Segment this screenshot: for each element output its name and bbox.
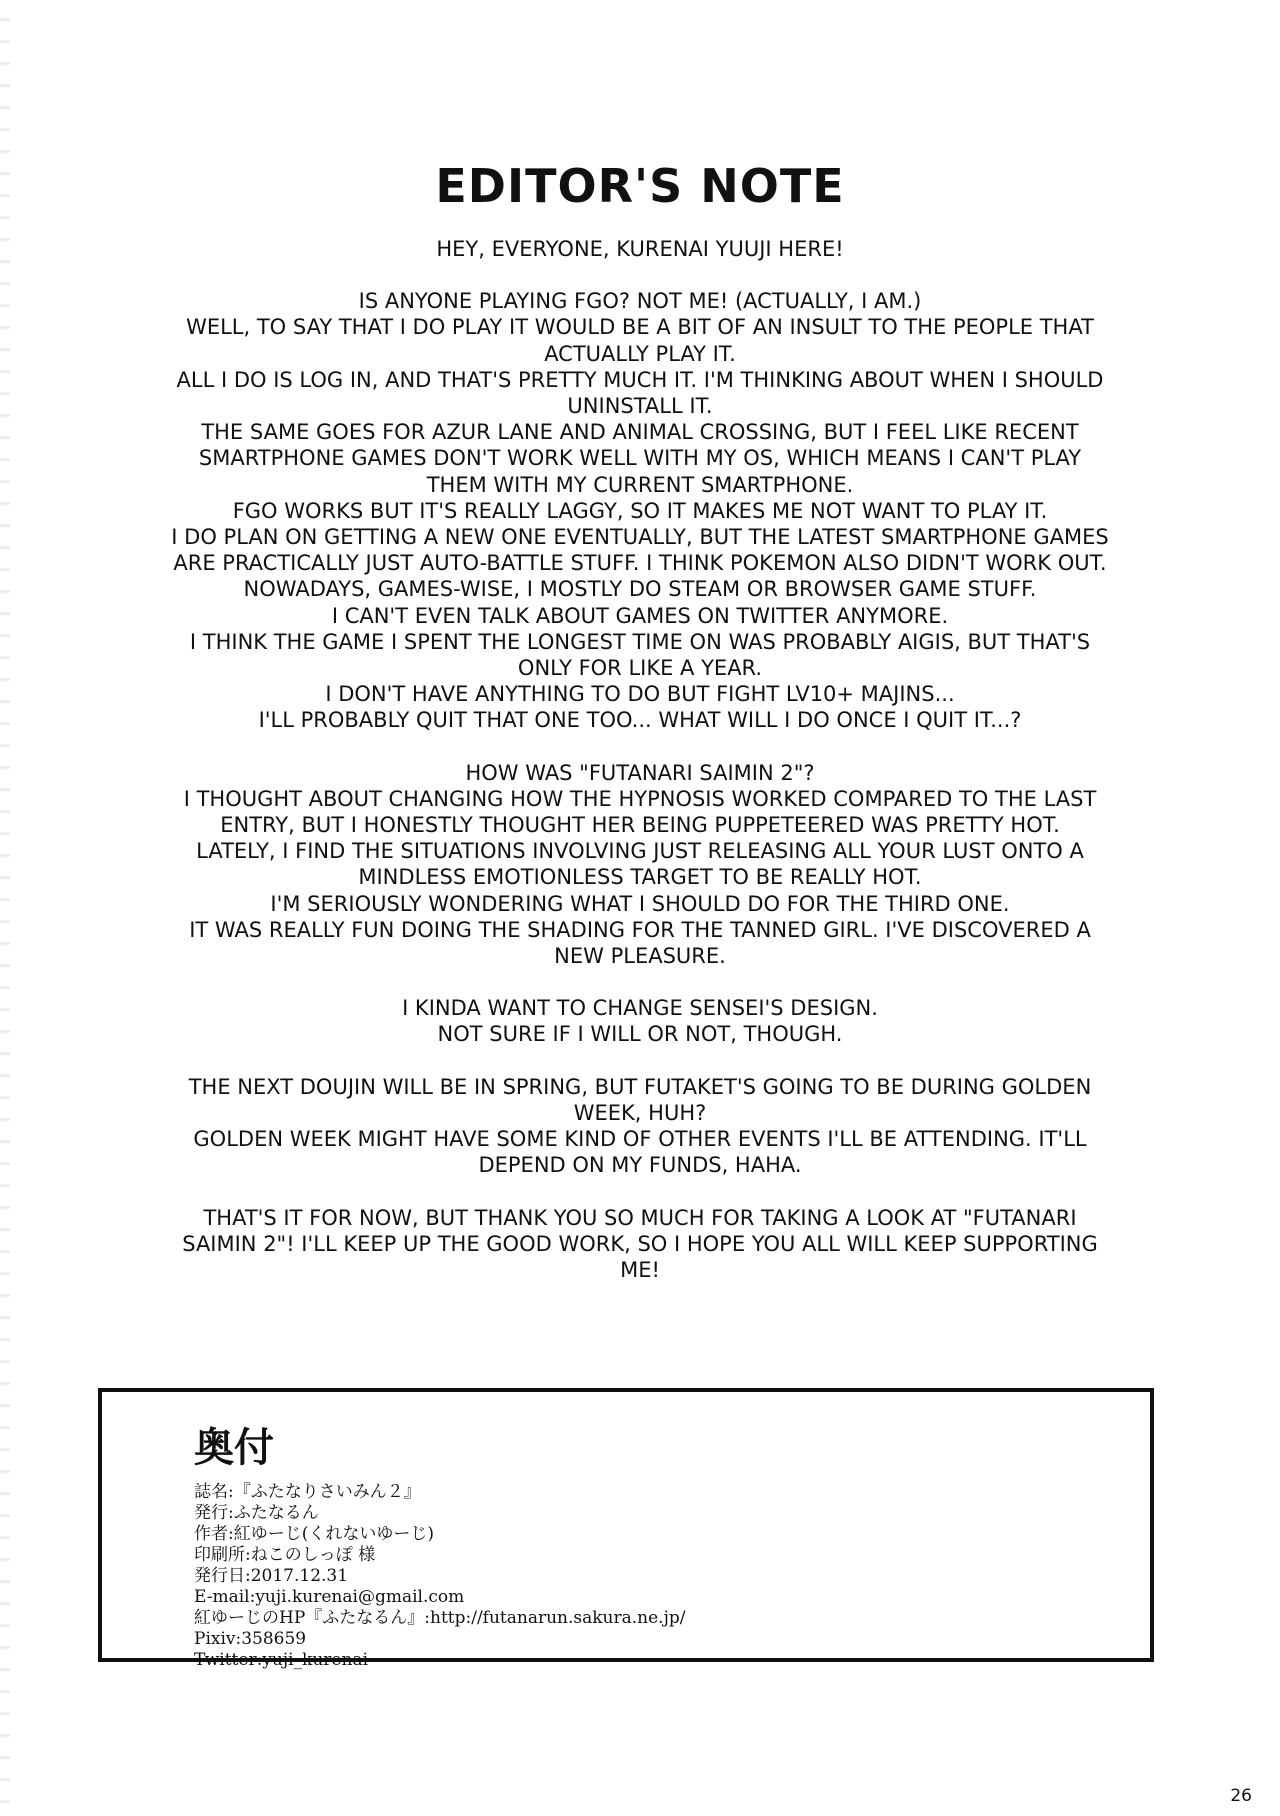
colophon-title-line: 誌名:『ふたなりさいみん２』 [194,1482,421,1502]
page-title: EDITOR'S NOTE [435,158,845,213]
note-paragraph-greeting: HEY, EVERYONE, KURENAI YUUJI HERE! [436,237,844,261]
colophon-printer-line: 印刷所:ねこのしっぽ 様 [194,1545,376,1565]
colophon-homepage-line: 紅ゆーじのHP『ふたなるん』:http://futanarun.sakura.ne.jp/ [194,1608,686,1628]
colophon-email-line: E-mail:yuji.kurenai@gmail.com [194,1587,465,1607]
colophon-box [98,1388,1154,1670]
note-paragraph-book: HOW WAS "FUTANARI SAIMIN 2"? I THOUGHT ABOUT CHANGING HOW THE HYPNOSIS WORKED COMPARED TO THE LAST ENTRY, BUT I HONESTLY THOUGHT HER BEING PUPPETEERED WAS PRETTY HOT. LATELY, I FIND THE SITUATIONS INVOLVING JUST RELEASING ALL YOUR LUST ONTO A MINDLESS EMOTIONLESS TARGET TO BE REALLY HOT. I'M SERIOUSLY WONDERING WHAT I SHOULD DO FOR THE THIRD ONE. IT WAS REALLY FUN DOING THE SHADING FOR THE TANNED GIRL. I'VE DISCOVERED A NEW PLEASURE. [183,760,1097,969]
colophon-date-line: 発行日:2017.12.31 [194,1566,349,1586]
editors-note-body [170,236,1110,1283]
colophon-list [194,1482,685,1671]
colophon-author-line: 作者:紅ゆーじ(くれないゆーじ) [194,1524,434,1544]
note-paragraph-closing: THAT'S IT FOR NOW, BUT THANK YOU SO MUCH FOR TAKING A LOOK AT "FUTANARI SAIMIN 2"! I'LL KEEP UP THE GOOD WORK, SO I HOPE YOU ALL WILL KEEP SUPPORTING ME! [182,1205,1098,1282]
note-paragraph-sensei: I KINDA WANT TO CHANGE SENSEI'S DESIGN. NOT SURE IF I WILL OR NOT, THOUGH. [402,996,878,1047]
colophon-publisher-line: 発行:ふたなるん [194,1503,319,1523]
note-paragraph-games: IS ANYONE PLAYING FGO? NOT ME! (ACTUALLY, I AM.) WELL, TO SAY THAT I DO PLAY IT WOULD BE A BIT OF AN INSULT TO THE PEOPLE THAT ACTUALLY PLAY IT. ALL I DO IS LOG IN, AND THAT'S PRETTY MUCH IT. I'M THINKING ABOUT WHEN I SHOULD UNINSTALL IT. THE SAME GOES FOR AZUR LANE AND ANIMAL CROSSING, BUT I FEEL LIKE RECENT SMARTPHONE GAMES DON'T WORK WELL WITH MY OS, WHICH MEANS I CAN'T PLAY THEM WITH MY CURRENT SMARTPHONE. FGO WORKS BUT IT'S REALLY LAGGY, SO IT MAKES ME NOT WANT TO PLAY IT. I DO PLAN ON GETTING A NEW ONE EVENTUALLY, BUT THE LATEST SMARTPHONE GAMES ARE PRACTICALLY JUST AUTO-BATTLE STUFF. I THINK POKEMON ALSO DIDN'T WORK OUT. NOWADAYS, GAMES-WISE, I MOSTLY DO STEAM OR BROWSER GAME STUFF. I CAN'T EVEN TALK ABOUT GAMES ON TWITTER ANYMORE. I THINK THE GAME I SPENT THE LONGEST TIME ON WAS PROBABLY AIGIS, BUT THAT'S ONLY FOR LIKE A YEAR. I DON'T HAVE ANYTHING TO DO BUT FIGHT LV10+ MAJINS... I'LL PROBABLY QUIT THAT ONE TOO... WHAT WILL I DO ONCE I QUIT IT...? [171,289,1109,733]
page-edge-decoration [0,0,10,1816]
colophon-pixiv-line: Pixiv:358659 [194,1629,307,1649]
note-paragraph-events: THE NEXT DOUJIN WILL BE IN SPRING, BUT FUTAKET'S GOING TO BE DURING GOLDEN WEEK, HUH? GOLDEN WEEK MIGHT HAVE SOME KIND OF OTHER EVENTS I'LL BE ATTENDING. IT'LL DEPEND ON MY FUNDS, HAHA. [188,1074,1092,1178]
colophon-twitter-line: Twitter:yuji_kurenai [194,1650,369,1670]
page-number: 26 [1230,1786,1252,1806]
colophon-heading: 奥付 [194,1425,274,1471]
